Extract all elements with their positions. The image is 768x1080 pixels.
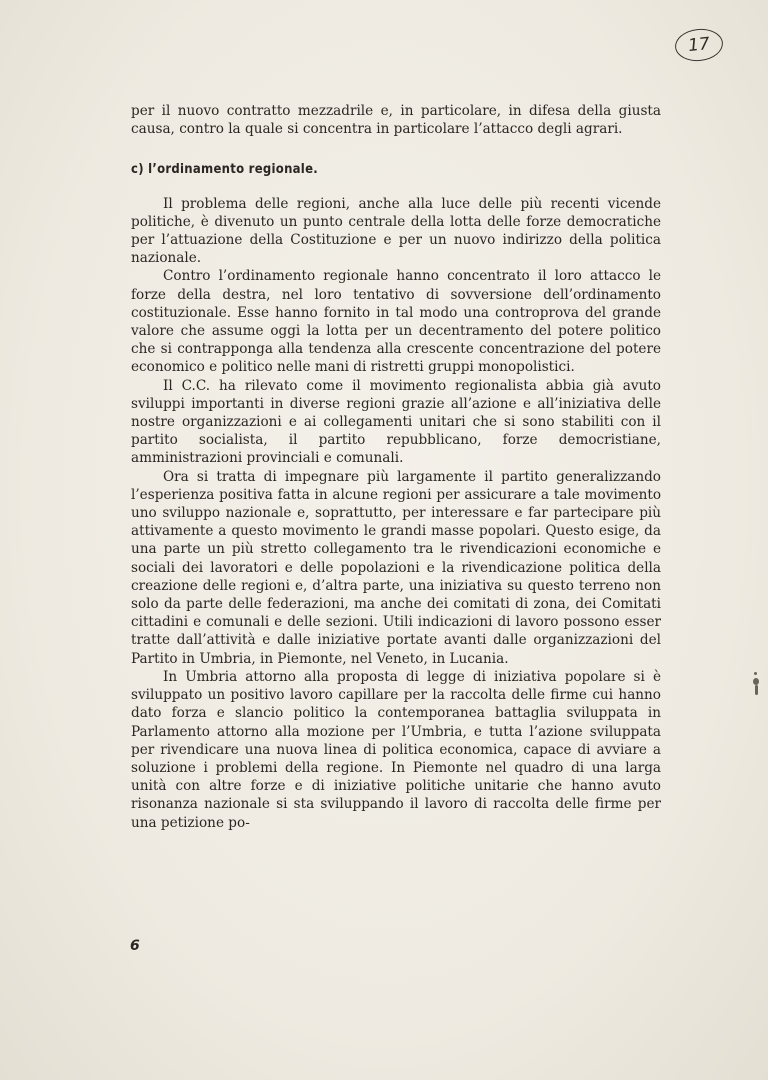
paragraph-cc-findings: Il C.C. ha rilevato come il movimento regionalista abbia già avuto sviluppi importanti in diverse regioni grazie all’azione e all’iniziativa delle nostre organizzazioni e ai collegamenti unitari che si sono stabiliti con il partito socialista, il partito repubblicano, forze democristiane, amministrazioni provinciali e comunali.: [131, 377, 661, 467]
section-heading: c) l’ordinamento regionale.: [131, 161, 318, 178]
paragraph-right-attack: Contro l’ordinamento regionale hanno concentrato il loro attacco le forze della destra, nel loro tentativo di sovversione dell’ordinamento costituzionale. Esse hanno fornito in tal modo una controprova del grande valore che assume oggi la lotta per un decentramento del potere politico che si contrapponga alla tendenza alla crescente concentrazione del potere economico e politico nelle mani di ristretti gruppi monopolistici.: [131, 268, 661, 376]
page-number: 6: [130, 938, 140, 954]
intro-paragraph: per il nuovo contratto mezzadrile e, in particolare, in difesa della giusta causa, contro la quale si concentra in particolare l’attacco degli agrari.: [131, 103, 661, 138]
paragraph-umbria-piemonte: In Umbria attorno alla proposta di legge di iniziativa popolare si è sviluppato un positivo lavoro capillare per la raccolta delle firme cui hanno dato forza e slancio politico la contemporanea battaglia sviluppata in Parlamento attorno alla mozione per l’Umbria, e tutta l’azione sviluppata per rivendicare una nuova linea di politica economica, capace di avviare a soluzione i problemi della regione. In Piemonte nel quadro di una larga unità con altre forze e di iniziative politiche unitarie che hanno avuto risonanza nazionale si sta sviluppando il lavoro di raccolta delle firme per una petizione po-: [131, 668, 661, 831]
stamp-number: 17: [687, 33, 711, 57]
paragraph-party-commitment: Ora si tratta di impegnare più largamente il partito generalizzando l’esperienza positiva fatta in alcune regioni per assicurare a tale movimento uno sviluppo nazionale e, soprattutto, per interessare e far partecipare più attivamente a questo movimento le grandi masse popolari. Questo esige, da una parte un più stretto collegamento tra le rivendicazioni economiche e sociali dei lavoratori e delle popolazioni e la rivendicazione politica della creazione delle regioni e, d’altra parte, una iniziativa su questo terreno non solo da parte delle federazioni, ma anche dei comitati di zona, dei Comitati cittadini e comunali e delle sezioni. Utili indicazioni di lavoro possono esser tratte dall’attività e dalle iniziative portate avanti dalle organizzazioni del Partito in Umbria, in Piemonte, nel Veneto, in Lucania.: [131, 468, 661, 667]
document-body: [131, 102, 661, 832]
archive-page-stamp: [673, 27, 724, 64]
paragraph-regions-problem: Il problema delle regioni, anche alla luce delle più recenti vicende politiche, è divenuto un punto centrale della lotta delle forze democratiche per l’attuazione della Costituzione e per un nuovo indirizzo della politica nazionale.: [131, 195, 661, 267]
margin-mark-icon: [753, 672, 761, 696]
